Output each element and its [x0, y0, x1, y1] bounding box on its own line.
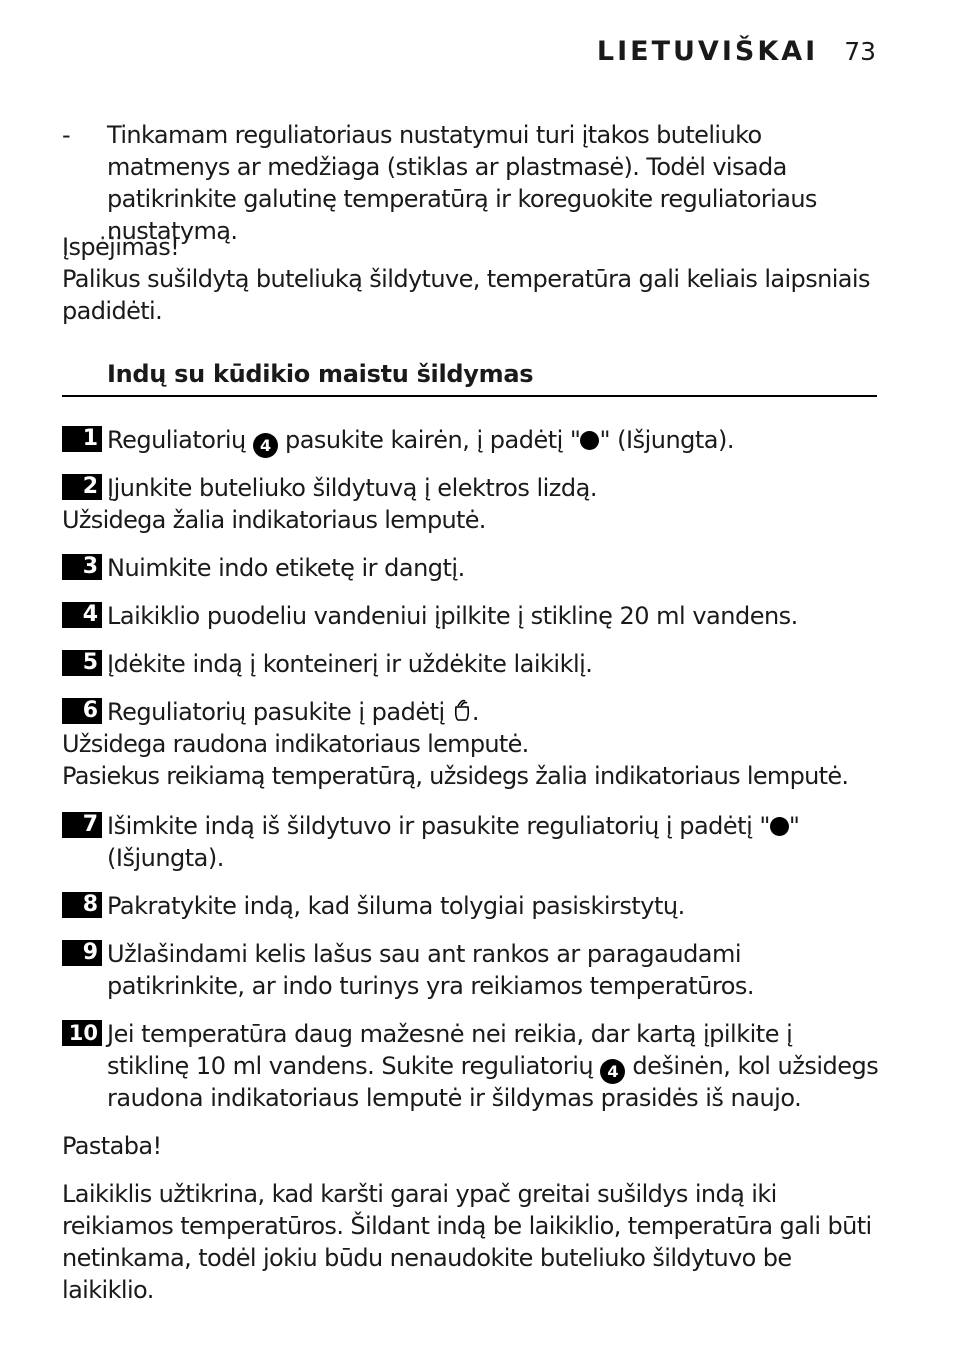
- step-text-part: " (Išjungta).: [599, 426, 734, 454]
- step-number: 3: [62, 554, 102, 580]
- section-divider: [62, 395, 877, 397]
- step-note: Užsidega žalia indikatoriaus lemputė.: [62, 506, 486, 534]
- step-number: 7: [62, 812, 102, 838]
- page-header: [597, 36, 876, 67]
- step-text-line: Užlašindami kelis lašus sau ant rankos ar paragaudami: [107, 940, 742, 968]
- step-number: 9: [62, 940, 102, 966]
- step-number: 10: [62, 1020, 102, 1046]
- step-text-part: ": [788, 812, 800, 840]
- step-number: 8: [62, 892, 102, 918]
- note-text: Laikiklis užtikrina, kad karšti garai ypač greitai sušildys indą iki reikiamos temperatūros. Šildant indą be laikiklio, temperatūra gali būti netinkama, todėl jokiu būdu nenaudokite buteliuko šildytuvo be laikiklio.: [62, 1180, 872, 1304]
- step-text: Įdėkite indą į konteinerį ir uždėkite laikiklį.: [107, 650, 593, 678]
- bullet-dash: -: [62, 121, 71, 149]
- step-text: Pakratykite indą, kad šiluma tolygiai pasiskirstytų.: [107, 892, 685, 920]
- step-number: 2: [62, 474, 102, 500]
- step-number: 6: [62, 698, 102, 724]
- step-note: Užsidega raudona indikatoriaus lemputė.: [62, 730, 529, 758]
- step-text-line: (Išjungta).: [107, 844, 224, 872]
- baby-food-jar-icon: [452, 698, 472, 730]
- page-number: 73: [844, 37, 876, 66]
- warning-text: Palikus sušildytą buteliuką šildytuve, temperatūra gali keliais laipsniais padidėti.: [62, 265, 870, 325]
- step-text: Laikiklio puodeliu vandeniui įpilkite į stiklinę 20 ml vandens.: [107, 602, 798, 630]
- control-knob-circled-number: 4: [600, 1059, 625, 1084]
- step-note: Pasiekus reikiamą temperatūrą, užsidegs žalia indikatoriaus lemputė.: [62, 762, 849, 790]
- step-number: 4: [62, 602, 102, 628]
- step-text-part: stiklinę 10 ml vandens. Sukite reguliatorių: [107, 1052, 594, 1080]
- step-text-part: Reguliatorių pasukite į padėtį: [107, 698, 445, 726]
- step-text: [107, 810, 882, 842]
- bullet-text: Tinkamam reguliatoriaus nustatymui turi įtakos buteliuko matmenys ar medžiaga (stiklas ar plastmasė). Todėl visada patikrinkite galutinę temperatūrą ir koreguokite reguliatoriaus nustatymą.: [107, 121, 817, 245]
- step-text: [107, 696, 882, 730]
- step-text-part: dešinėn, kol užsidegs: [632, 1052, 879, 1080]
- step-text-line: Jei temperatūra daug mažesnė nei reikia, dar kartą įpilkite į: [107, 1020, 793, 1048]
- control-knob-circled-number: 4: [253, 433, 278, 458]
- language-title: LIETUVIŠKAI: [596, 36, 819, 67]
- off-position-dot-icon: [770, 817, 789, 836]
- section-heading: Indų su kūdikio maistu šildymas: [107, 360, 534, 388]
- step-text-part: Reguliatorių: [107, 426, 246, 454]
- step-text-line: raudona indikatoriaus lemputė ir šildymas prasidės iš naujo.: [107, 1084, 802, 1112]
- warning-label: Įspėjimas!: [62, 233, 180, 261]
- step-text-part: pasukite kairėn, į padėtį ": [284, 426, 581, 454]
- step-text-line: patikrinkite, ar indo turinys yra reikiamos temperatūros.: [107, 972, 755, 1000]
- step-text: Įjunkite buteliuko šildytuvą į elektros lizdą.: [107, 474, 597, 502]
- off-position-dot-icon: [580, 431, 599, 450]
- step-text-part: Išimkite indą iš šildytuvo ir pasukite reguliatorių į padėtį ": [107, 812, 770, 840]
- note-label: Pastaba!: [62, 1132, 162, 1160]
- step-number: 5: [62, 650, 102, 676]
- step-text-line: [107, 1050, 882, 1084]
- step-number: 1: [62, 426, 102, 452]
- step-text-part: .: [471, 698, 479, 726]
- step-text: [107, 424, 882, 458]
- step-text: Nuimkite indo etiketę ir dangtį.: [107, 554, 465, 582]
